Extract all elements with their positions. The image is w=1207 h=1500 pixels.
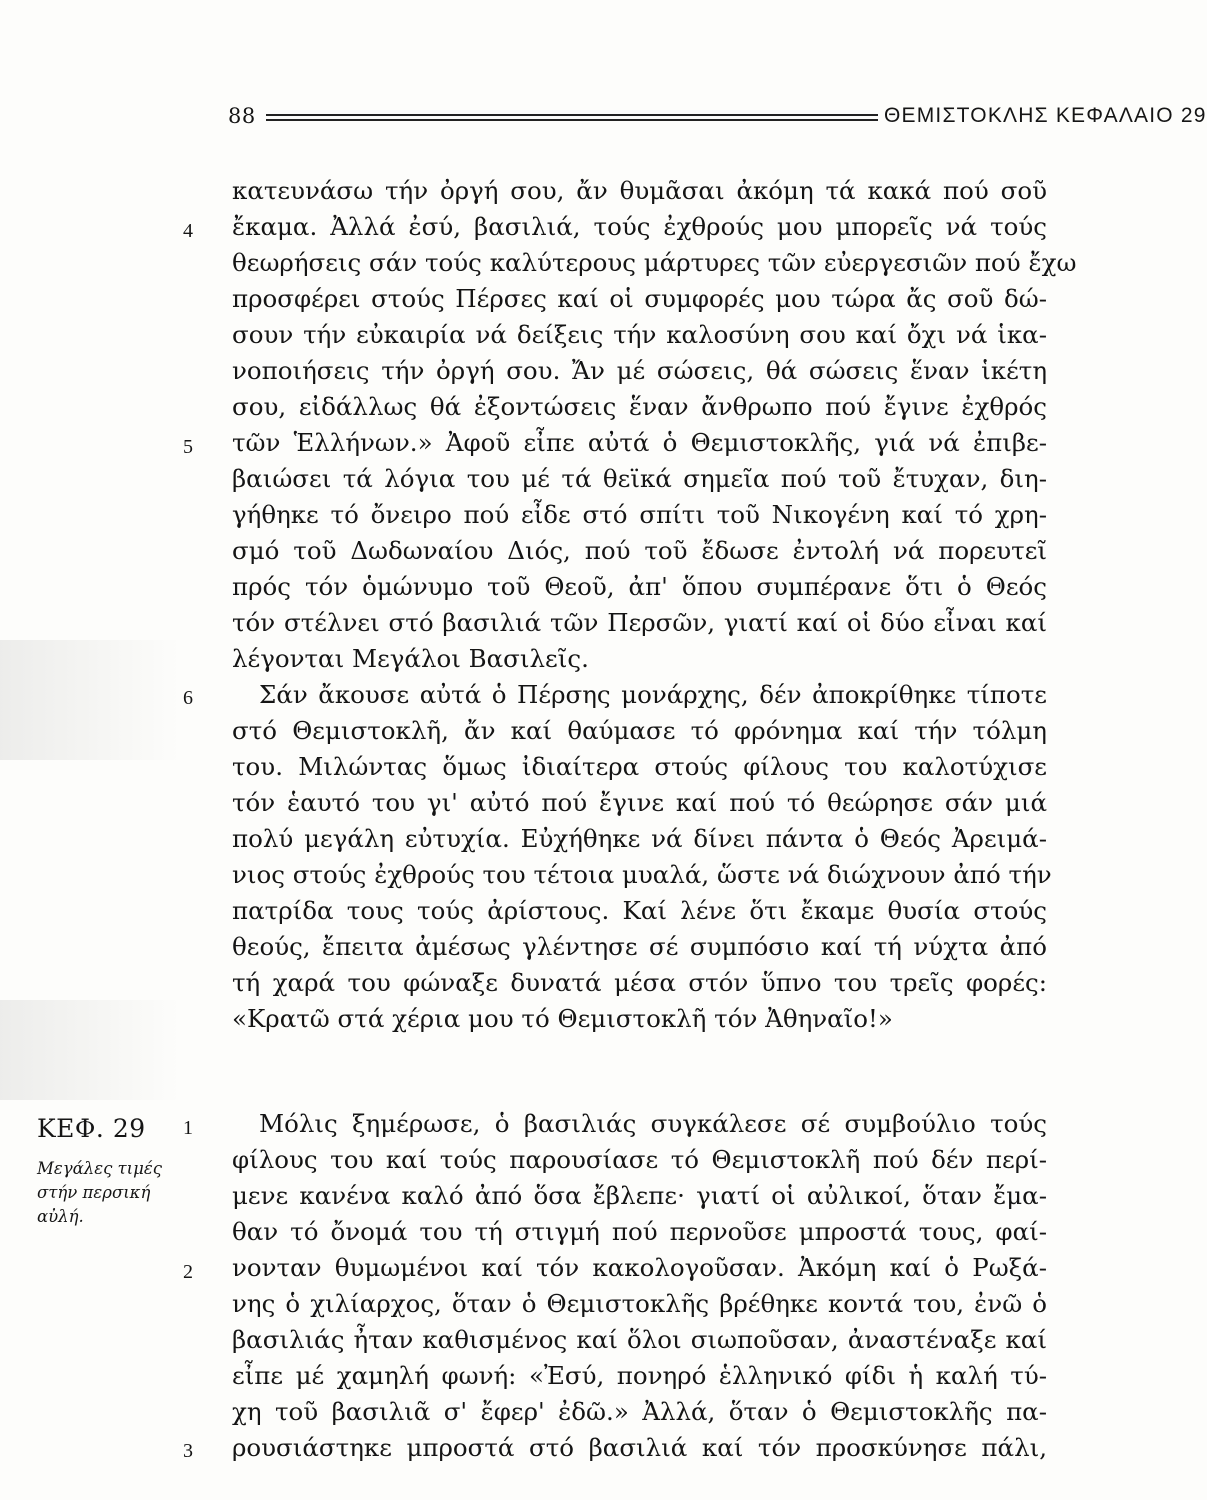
- text-line: τή χαρά του φώναξε δυνατά μέσα στόν ὕπνο του τρεῖς φορές:: [232, 968, 1047, 997]
- text-line: τῶν Ἑλλήνων.» Ἀφοῦ εἶπε αὐτά ὁ Θεμιστοκλῆς, γιά νά ἐπιβε-: [232, 428, 1047, 457]
- text-line: θαν τό ὄνομά του τή στιγμή πού περνοῦσε μπροστά τους, φαί-: [232, 1217, 1047, 1246]
- text-line: ρουσιάστηκε μπροστά στό βασιλιά καί τόν προσκύνησε πάλι,: [232, 1433, 1047, 1462]
- text-line: τόν στέλνει στό βασιλιά τῶν Περσῶν, γιατί καί οἱ δύο εἶναι καί: [232, 608, 1047, 637]
- text-line: Μόλις ξημέρωσε, ὁ βασιλιάς συγκάλεσε σέ συμβούλιο τούς: [259, 1109, 1047, 1138]
- paragraph-number: 6: [183, 687, 193, 709]
- text-line: πρός τόν ὁμώνυμο τοῦ Θεοῦ, ἀπ' ὅπου συμπέρανε ὅτι ὁ Θεός: [232, 572, 1047, 601]
- text-line: σου, εἰδάλλως θά ἐξοντώσεις ἕναν ἄνθρωπο πού ἔγινε ἐχθρός: [232, 392, 1047, 421]
- text-line: τόν ἑαυτό του γι' αὐτό πού ἔγινε καί πού τό θεώρησε σάν μιά: [232, 788, 1047, 817]
- text-line: του. Μιλώντας ὅμως ἰδιαίτερα στούς φίλους του καλοτύχισε: [232, 752, 1047, 781]
- running-title: ΘΕΜΙΣΤΟΚΛΗΣ ΚΕΦΑΛΑΙΟ 29: [884, 104, 1207, 127]
- text-line: «Κρατῶ στά χέρια μου τό Θεμιστοκλῆ τόν Ἀθηναῖο!»: [232, 1004, 893, 1033]
- text-line: μενε κανένα καλό ἀπό ὅσα ἔβλεπε· γιατί οἱ αὐλικοί, ὅταν ἔμα-: [232, 1181, 1047, 1210]
- text-line: νιος στούς ἐχθρούς του τέτοια μυαλά, ὥστε νά διώχνουν ἀπό τήν: [232, 860, 1052, 889]
- chapter-label: ΚΕΦ. 29: [37, 1114, 146, 1143]
- side-note: Μεγάλες τιμές στήν περσική αὐλή.: [37, 1159, 162, 1226]
- text-line: νης ὁ χιλίαρχος, ὅταν ὁ Θεμιστοκλῆς βρέθηκε κοντά του, ἐνῶ ὁ: [232, 1289, 1047, 1318]
- text-line: στό Θεμιστοκλῆ, ἄν καί θαύμασε τό φρόνημα καί τήν τόλμη: [232, 716, 1047, 745]
- paragraph-number: 4: [183, 220, 193, 242]
- text-line: φίλους του καί τούς παρουσίασε τό Θεμιστοκλῆ πού δέν περί-: [232, 1145, 1047, 1174]
- paragraph-number: 5: [183, 436, 193, 458]
- text-line: νοποιήσεις τήν ὀργή σου. Ἄν μέ σώσεις, θά σώσεις ἕναν ἱκέτη: [232, 356, 1047, 385]
- paragraph-number: 1: [183, 1117, 193, 1139]
- text-line: γήθηκε τό ὄνειρο πού εἶδε στό σπίτι τοῦ Νικογένη καί τό χρη-: [232, 500, 1047, 529]
- text-line: θεούς, ἔπειτα ἀμέσως γλέντησε σέ συμπόσιο καί τή νύχτα ἀπό: [232, 932, 1047, 961]
- paragraph-number: 3: [183, 1440, 193, 1462]
- text-line: πατρίδα τους τούς ἀρίστους. Καί λένε ὅτι ἔκαμε θυσία στούς: [232, 896, 1047, 925]
- page-number: 88: [228, 104, 256, 128]
- text-line: σουν τήν εὐκαιρία νά δείξεις τήν καλοσύνη σου καί ὄχι νά ἱκα-: [232, 320, 1047, 349]
- text-line: βασιλιάς ἦταν καθισμένος καί ὅλοι σιωποῦσαν, ἀναστέναξε καί: [232, 1325, 1047, 1354]
- paragraph-number: 2: [183, 1261, 193, 1283]
- text-line: θεωρήσεις σάν τούς καλύτερους μάρτυρες τῶν εὐεργεσιῶν πού ἔχω: [232, 248, 1077, 277]
- text-line: Σάν ἄκουσε αὐτά ὁ Πέρσης μονάρχης, δέν ἀποκρίθηκε τίποτε: [259, 680, 1047, 709]
- text-line: σμό τοῦ Δωδωναίου Διός, πού τοῦ ἔδωσε ἐντολή νά πορευτεῖ: [232, 536, 1047, 565]
- text-line: λέγονται Μεγάλοι Βασιλεῖς.: [232, 644, 589, 673]
- text-line: προσφέρει στούς Πέρσες καί οἱ συμφορές μου τώρα ἄς σοῦ δώ-: [232, 284, 1047, 313]
- text-line: χη τοῦ βασιλιᾶ σ' ἔφερ' ἐδῶ.» Ἀλλά, ὅταν ὁ Θεμιστοκλῆς πα-: [232, 1397, 1047, 1426]
- text-line: πολύ μεγάλη εὐτυχία. Εὐχήθηκε νά δίνει πάντα ὁ Θεός Ἀρειμά-: [232, 824, 1047, 853]
- text-line: εἶπε μέ χαμηλή φωνή: «Ἐσύ, πονηρό ἑλληνικό φίδι ἡ καλή τύ-: [232, 1361, 1047, 1390]
- text-line: ἔκαμα. Ἀλλά ἐσύ, βασιλιά, τούς ἐχθρούς μου μπορεῖς νά τούς: [232, 212, 1047, 241]
- text-line: βαιώσει τά λόγια του μέ τά θεϊκά σημεῖα πού τοῦ ἔτυχαν, διη-: [232, 464, 1047, 493]
- text-line: νονταν θυμωμένοι καί τόν κακολογοῦσαν. Ἀκόμη καί ὁ Ρωξά-: [232, 1253, 1047, 1282]
- text-line: κατευνάσω τήν ὀργή σου, ἄν θυμᾶσαι ἀκόμη τά κακά πού σοῦ: [232, 176, 1047, 205]
